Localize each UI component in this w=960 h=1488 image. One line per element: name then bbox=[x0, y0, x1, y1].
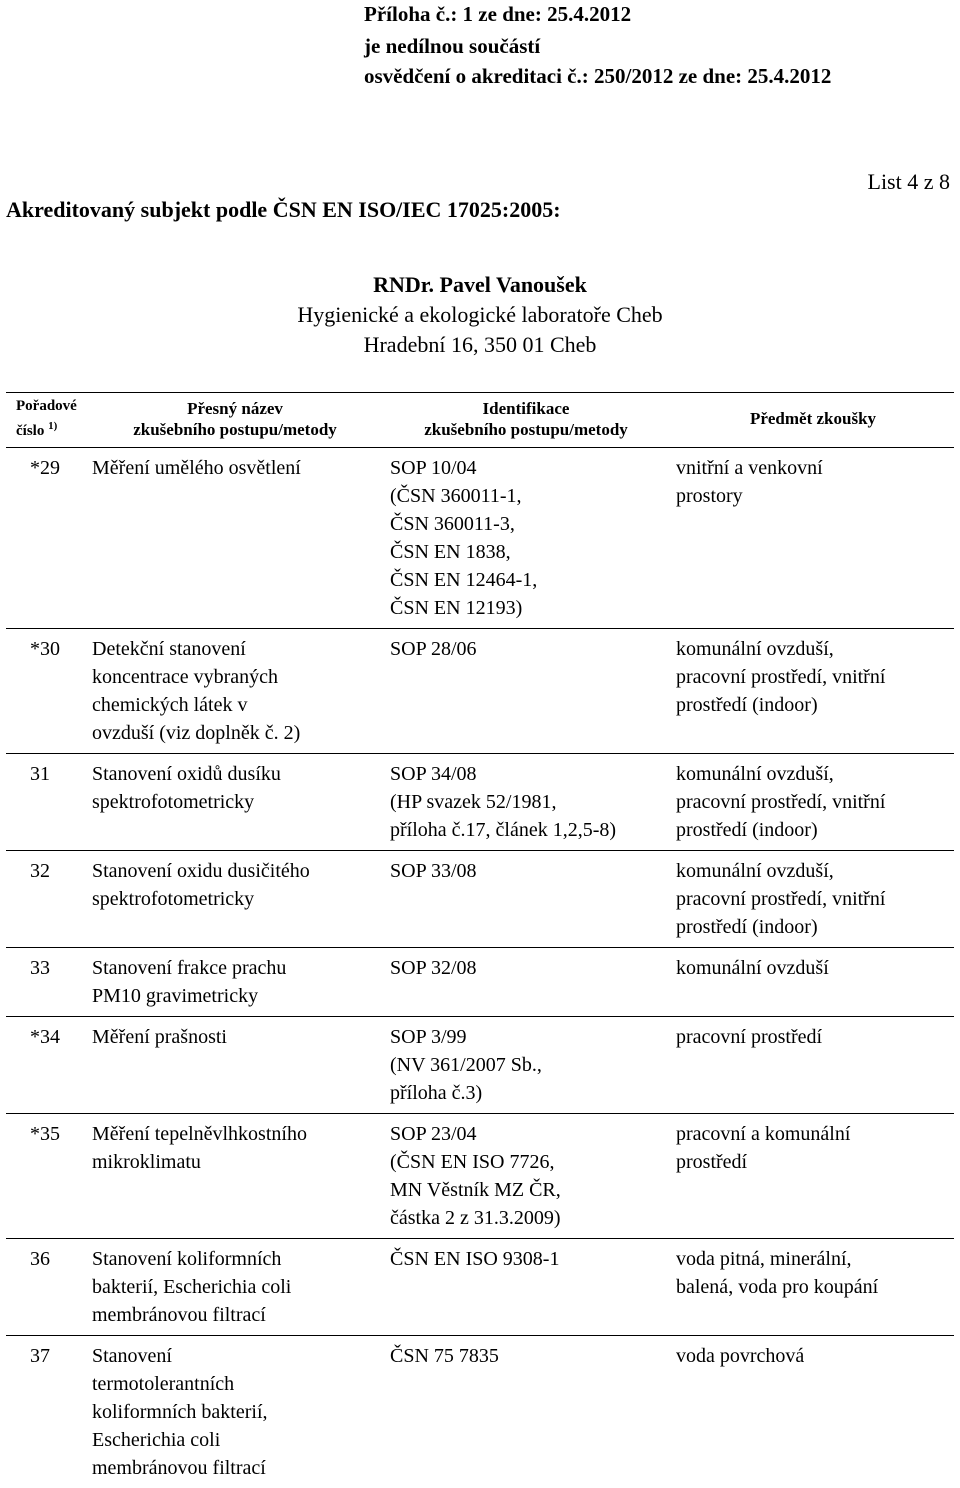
row-number: 33 bbox=[6, 948, 90, 1017]
table-row bbox=[6, 448, 954, 629]
row-number: 31 bbox=[6, 754, 90, 851]
row-identification: ČSN 75 7835 bbox=[380, 1336, 672, 1488]
row-number: 37 bbox=[6, 1336, 90, 1488]
row-method: Detekční stanovení koncentrace vybraných chemických látek v ovzduší (viz doplněk č. 2) bbox=[90, 629, 380, 754]
table-row bbox=[6, 948, 954, 1017]
row-subject: voda povrchová bbox=[672, 1336, 954, 1488]
table-row bbox=[6, 851, 954, 948]
row-identification: SOP 33/08 bbox=[380, 851, 672, 948]
table-row bbox=[6, 1114, 954, 1239]
header-method-identification bbox=[380, 393, 672, 448]
row-identification: SOP 23/04 (ČSN EN ISO 7726, MN Věstník MZ ČR, částka 2 z 31.3.2009) bbox=[380, 1114, 672, 1239]
header-subject-label: Předmět zkoušky bbox=[750, 409, 876, 428]
row-subject: vnitřní a venkovní prostory bbox=[672, 448, 954, 629]
sheet-number: List 4 z 8 bbox=[868, 169, 951, 195]
row-method: Měření tepelněvlhkostního mikroklimatu bbox=[90, 1114, 380, 1239]
row-number: 32 bbox=[6, 851, 90, 948]
row-subject: komunální ovzduší bbox=[672, 948, 954, 1017]
holder-name: RNDr. Pavel Vanoušek bbox=[0, 272, 960, 298]
table-row bbox=[6, 629, 954, 754]
row-identification: SOP 32/08 bbox=[380, 948, 672, 1017]
header-test-subject bbox=[672, 393, 954, 448]
row-method: Stanovení oxidů dusíku spektrofotometricky bbox=[90, 754, 380, 851]
row-identification: SOP 10/04 (ČSN 360011-1, ČSN 360011-3, ČSN EN 1838, ČSN EN 12464-1, ČSN EN 12193) bbox=[380, 448, 672, 629]
row-method: Měření prašnosti bbox=[90, 1017, 380, 1114]
table-row bbox=[6, 754, 954, 851]
accredited-subject-heading: Akreditovaný subjekt podle ČSN EN ISO/IEC 17025:2005: bbox=[6, 197, 561, 223]
table-row bbox=[6, 1239, 954, 1336]
table-row bbox=[6, 1336, 954, 1488]
table-row bbox=[6, 1017, 954, 1114]
header-method-name bbox=[90, 393, 380, 448]
row-number: *29 bbox=[6, 448, 90, 629]
row-identification: ČSN EN ISO 9308-1 bbox=[380, 1239, 672, 1336]
accreditation-table bbox=[6, 392, 954, 1488]
row-identification: SOP 3/99 (NV 361/2007 Sb., příloha č.3) bbox=[380, 1017, 672, 1114]
row-identification: SOP 34/08 (HP svazek 52/1981, příloha č.17, článek 1,2,5-8) bbox=[380, 754, 672, 851]
header-footnote-mark: 1) bbox=[48, 420, 57, 432]
row-subject: komunální ovzduší, pracovní prostředí, vnitřní prostředí (indoor) bbox=[672, 851, 954, 948]
header-method-line1: Přesný název bbox=[187, 399, 283, 418]
laboratory-address: Hradební 16, 350 01 Cheb bbox=[0, 332, 960, 358]
row-method: Stanovení oxidu dusičitého spektrofotometricky bbox=[90, 851, 380, 948]
header-order-number bbox=[6, 393, 90, 448]
row-identification: SOP 28/06 bbox=[380, 629, 672, 754]
row-number: *35 bbox=[6, 1114, 90, 1239]
header-order-label: Pořadové bbox=[16, 398, 77, 414]
header-ident-line1: Identifikace bbox=[483, 399, 570, 418]
header-ident-line2: zkušebního postupu/metody bbox=[424, 420, 628, 439]
annex-line: Příloha č.: 1 ze dne: 25.4.2012 bbox=[364, 2, 631, 27]
row-method: Měření umělého osvětlení bbox=[90, 448, 380, 629]
row-method: Stanovení termotolerantních koliformních bakterií, Escherichia coli membránovou filtrací bbox=[90, 1336, 380, 1488]
row-method: Stanovení frakce prachu PM10 gravimetricky bbox=[90, 948, 380, 1017]
row-number: *34 bbox=[6, 1017, 90, 1114]
row-number: 36 bbox=[6, 1239, 90, 1336]
row-subject: voda pitná, minerální, balená, voda pro koupání bbox=[672, 1239, 954, 1336]
row-subject: komunální ovzduší, pracovní prostředí, vnitřní prostředí (indoor) bbox=[672, 629, 954, 754]
row-subject: komunální ovzduší, pracovní prostředí, vnitřní prostředí (indoor) bbox=[672, 754, 954, 851]
table-header-row bbox=[6, 393, 954, 448]
header-number-label: číslo bbox=[16, 423, 44, 439]
row-method: Stanovení koliformních bakterií, Escherichia coli membránovou filtrací bbox=[90, 1239, 380, 1336]
row-subject: pracovní prostředí bbox=[672, 1017, 954, 1114]
integral-part-line: je nedílnou součástí bbox=[364, 34, 540, 59]
row-subject: pracovní a komunální prostředí bbox=[672, 1114, 954, 1239]
laboratory-name: Hygienické a ekologické laboratoře Cheb bbox=[0, 302, 960, 328]
header-method-line2: zkušebního postupu/metody bbox=[133, 420, 337, 439]
certificate-line: osvědčení o akreditaci č.: 250/2012 ze dne: 25.4.2012 bbox=[364, 64, 831, 89]
row-number: *30 bbox=[6, 629, 90, 754]
